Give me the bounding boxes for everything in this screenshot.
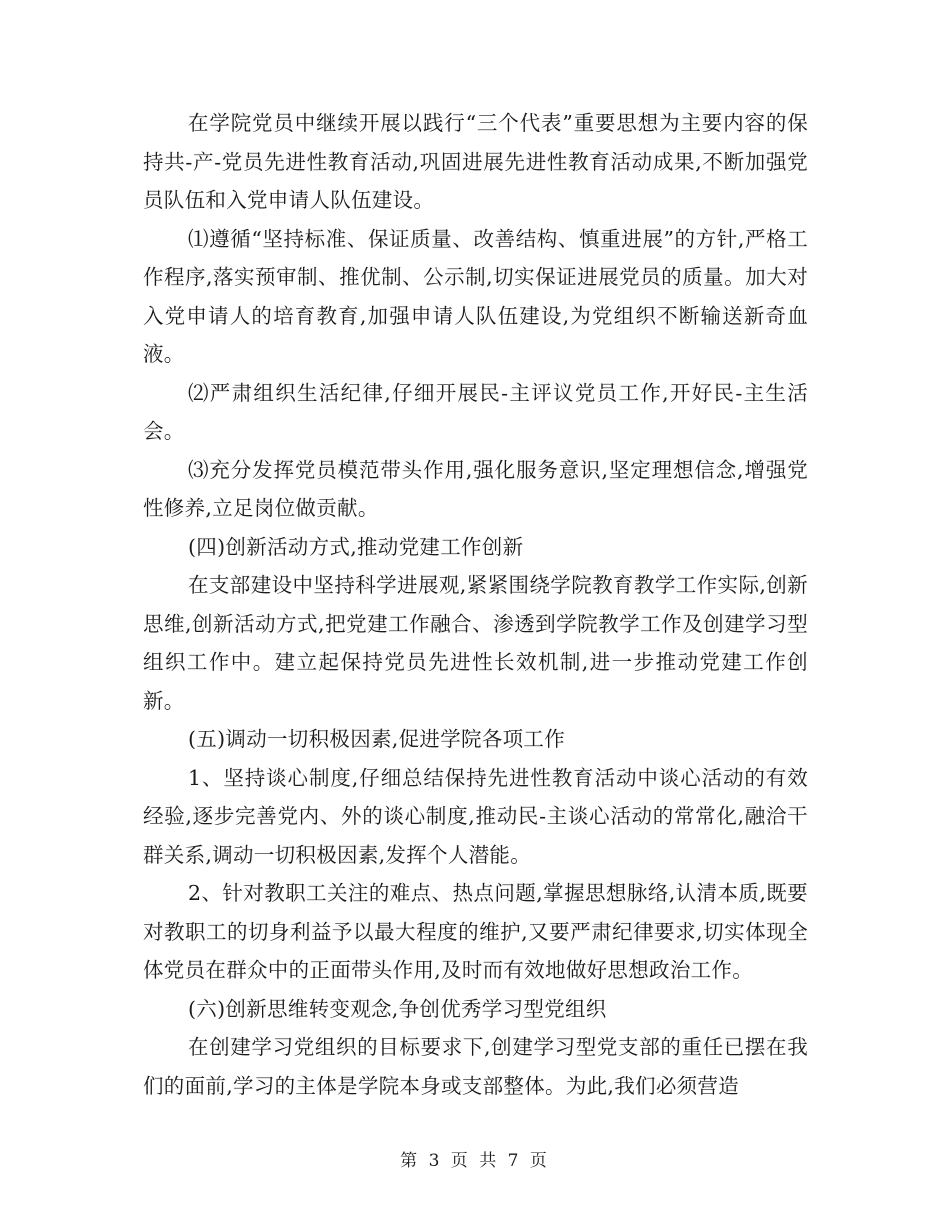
section-heading-6: (六)创新思维转变观念,争创优秀学习型党组织 bbox=[188, 996, 607, 1021]
page-footer: 第 3 页 共 7 页 bbox=[400, 1151, 550, 1171]
paragraph-6: 在支部建设中坚持科学进展观,紧紧围绕学院教育教学工作实际,创新思维,创新活动方式,把党建工作融合、渗透到学院教学工作及创建学习型组织工作中。建立起保持党员先进性长效机制,进一步推动党建工作创新。 bbox=[143, 573, 808, 713]
paragraph-9: 2、针对教职工关注的难点、热点问题,掌握思想脉络,认清本质,既要对教职工的切身利益予以最大程度的维护,又要严肃纪律要求,切实体现全体党员在群众中的正面带头作用,及时而有效地做好思想政治工作。 bbox=[143, 881, 808, 982]
section-heading-5: (五)调动一切积极因素,促进学院各项工作 bbox=[188, 727, 566, 751]
paragraph-4: ⑶充分发挥党员模范带头作用,强化服务意识,坚定理想信念,增强党性修养,立足岗位做贡献。 bbox=[143, 457, 808, 520]
paragraph-1: 在学院党员中继续开展以践行“三个代表”重要思想为主要内容的保持共-产-党员先进性教育活动,巩固进展先进性教育活动成果,不断加强党员队伍和入党申请人队伍建设。 bbox=[143, 111, 808, 212]
paragraph-2: ⑴遵循“坚持标准、保证质量、改善结构、慎重进展”的方针,严格工作程序,落实预审制、推优制、公示制,切实保证进展党员的质量。加大对入党申请人的培育教育,加强申请人队伍建设,为党组织不断输送新奇血液。 bbox=[143, 226, 808, 366]
paragraph-11: 在创建学习党组织的目标要求下,创建学习型党支部的重任已摆在我们的面前,学习的主体是学院本身或支部整体。为此,我们必须营造 bbox=[143, 1035, 808, 1098]
paragraph-8: 1、坚持谈心制度,仔细总结保持先进性教育活动中谈心活动的有效经验,逐步完善党内、外的谈心制度,推动民-主谈心活动的常常化,融洽干群关系,调动一切积极因素,发挥个人潜能。 bbox=[143, 765, 808, 867]
section-heading-4: (四)创新活动方式,推动党建工作创新 bbox=[188, 534, 524, 559]
document-body bbox=[143, 104, 808, 1105]
paragraph-3: ⑵严肃组织生活纪律,仔细开展民-主评议党员工作,开好民-主生活会。 bbox=[143, 380, 808, 443]
